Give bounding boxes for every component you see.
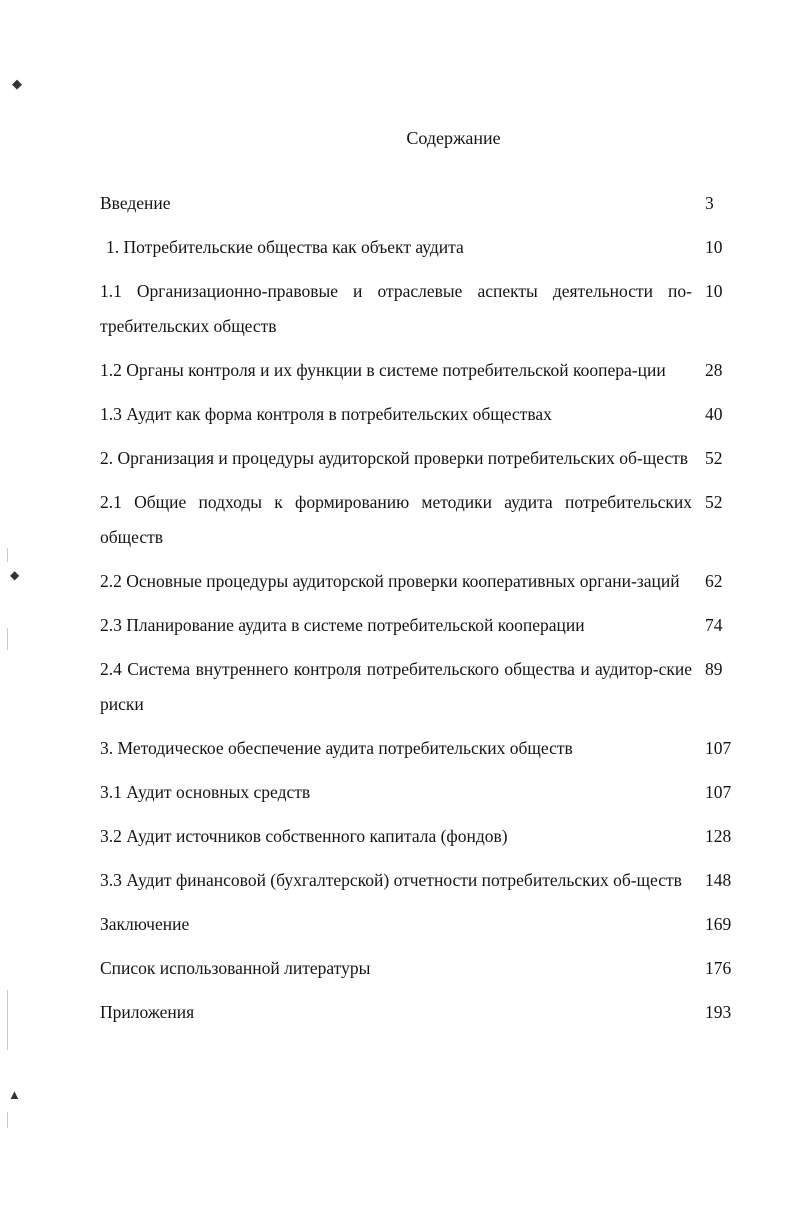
toc-entry-page: 3 (705, 193, 714, 213)
toc-entry-text: 3.2 Аудит источников собственного капитала (фондов) (100, 826, 508, 846)
toc-entry-page: 89 (705, 659, 723, 679)
toc-entry-text: 3. Методическое обеспечение аудита потребительских обществ (100, 738, 573, 758)
toc-entry (100, 819, 736, 854)
scan-artifact-line (7, 1112, 8, 1128)
toc-entry-text: 2. Организация и процедуры аудиторской проверки потребительских об-ществ (100, 448, 689, 468)
toc-entry-page: 10 (705, 237, 723, 257)
toc-entry-page: 52 (705, 492, 723, 512)
scan-artifact-mark: ▲ (8, 1087, 21, 1102)
toc-entry-page: 107 (705, 738, 732, 758)
toc-entry-text: Заключение (100, 914, 190, 934)
scan-artifact-line (7, 628, 8, 650)
toc-entry (100, 564, 736, 599)
toc-entry-text: Введение (100, 193, 171, 213)
toc-entry-text: 2.3 Планирование аудита в системе потребительской кооперации (100, 615, 585, 635)
toc-entry (100, 775, 736, 810)
toc-entry-text: 2.4 Система внутреннего контроля потребительского общества и аудитор-ские риски (100, 659, 692, 714)
toc-entry-page: 148 (705, 870, 732, 890)
toc-entry-text: 1.1 Организационно-правовые и отраслевые аспекты деятельности по-требительских обществ (100, 281, 692, 336)
toc-entry (100, 863, 736, 898)
toc-entry-text: Приложения (100, 1002, 195, 1022)
toc-entry-text: Список использованной литературы (100, 958, 371, 978)
toc-entry (100, 731, 736, 766)
toc-entry (100, 353, 736, 388)
toc-entry-text: 1. Потребительские общества как объект аудита (106, 237, 464, 257)
page-title: Содержание (406, 128, 501, 148)
toc-entry-page: 176 (705, 958, 732, 978)
scan-artifact-mark: ◆ (10, 568, 20, 582)
toc-entry (100, 907, 736, 942)
toc-entry-text: 3.1 Аудит основных средств (100, 782, 311, 802)
toc-entry-page: 74 (705, 615, 723, 635)
toc-entry-page: 107 (705, 782, 732, 802)
toc-entry-page: 169 (705, 914, 732, 934)
toc-entry (100, 397, 736, 432)
toc-entry (100, 230, 736, 265)
toc-entry (100, 951, 736, 986)
toc-entry-page: 52 (705, 448, 723, 468)
scan-artifact-line (7, 990, 8, 1050)
toc-entry (100, 186, 736, 221)
toc-entry-text: 1.3 Аудит как форма контроля в потребительских обществах (100, 404, 552, 424)
table-of-contents (100, 186, 736, 1039)
toc-entry (100, 608, 736, 643)
toc-entry-page: 40 (705, 404, 723, 424)
toc-entry-page: 193 (705, 1002, 732, 1022)
toc-entry (100, 995, 736, 1030)
toc-entry-text: 2.2 Основные процедуры аудиторской проверки кооперативных органи-заций (100, 571, 680, 591)
toc-entry-text: 1.2 Органы контроля и их функции в системе потребительской коопера-ции (100, 360, 666, 380)
scan-artifact-line (7, 548, 8, 562)
toc-entry-page: 10 (705, 281, 723, 301)
toc-entry (100, 485, 736, 555)
toc-entry-page: 28 (705, 360, 723, 380)
toc-entry-text: 3.3 Аудит финансовой (бухгалтерской) отчетности потребительских об-ществ (100, 870, 682, 890)
toc-entry-text: 2.1 Общие подходы к формированию методики аудита потребительских обществ (100, 492, 692, 547)
toc-entry-page: 62 (705, 571, 723, 591)
toc-entry (100, 652, 736, 722)
scan-artifact-mark: ◆ (12, 76, 22, 91)
toc-entry-page: 128 (705, 826, 732, 846)
toc-entry (100, 274, 736, 344)
toc-entry (100, 441, 736, 476)
